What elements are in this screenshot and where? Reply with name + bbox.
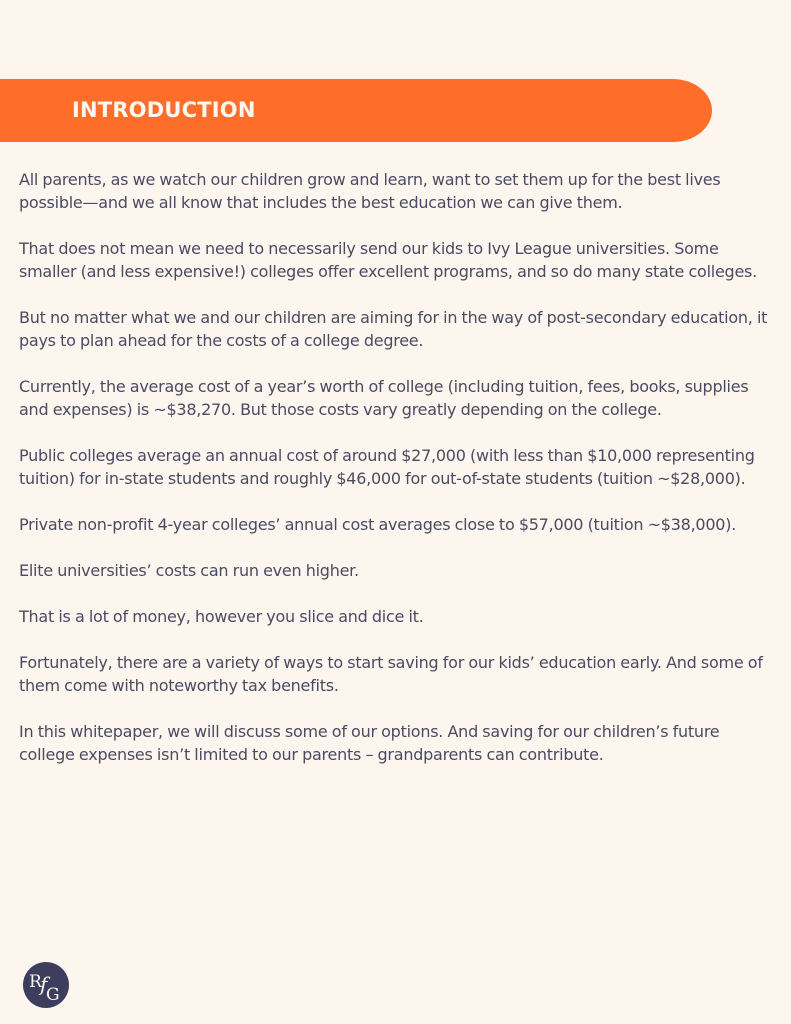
paragraph: Elite universities’ costs can run even higher. [19, 561, 359, 580]
paragraph: But no matter what we and our children are aiming for in the way of post-secondary education, it pays to plan ahead for the costs of a college degree. [19, 308, 768, 350]
section-title: INTRODUCTION [72, 98, 256, 122]
rfg-monogram-icon [23, 962, 69, 1008]
paragraph: Fortunately, there are a variety of ways to start saving for our kids’ education early. And some of them come with noteworthy tax benefits. [19, 653, 763, 695]
paragraph: That is a lot of money, however you slice and dice it. [19, 607, 424, 626]
svg-text:G: G [46, 985, 60, 1005]
company-logo [23, 962, 69, 1008]
paragraph: Private non-profit 4-year colleges’ annual cost averages close to $57,000 (tuition ~$38,000). [19, 515, 737, 534]
paragraph: Public colleges average an annual cost of around $27,000 (with less than $10,000 representing tuition) for in-state students and roughly $46,000 for out-of-state students (tuition ~$28,000). [19, 446, 755, 488]
paragraph: In this whitepaper, we will discuss some of our options. And saving for our children’s future college expenses isn’t limited to our parents – grandparents can contribute. [19, 722, 720, 764]
paragraph: That does not mean we need to necessarily send our kids to Ivy League universities. Some smaller (and less expensive!) colleges offer excellent programs, and so do many state colleges. [19, 239, 757, 281]
introduction-body [19, 168, 779, 789]
paragraph: All parents, as we watch our children grow and learn, want to set them up for the best lives possible—and we all know that includes the best education we can give them. [19, 170, 721, 212]
svg-text:f: f [40, 972, 48, 996]
paragraph: Currently, the average cost of a year’s worth of college (including tuition, fees, books, supplies and expenses) is ~$38,270. But those costs vary greatly depending on the college. [19, 377, 749, 419]
svg-text:R: R [29, 972, 42, 992]
